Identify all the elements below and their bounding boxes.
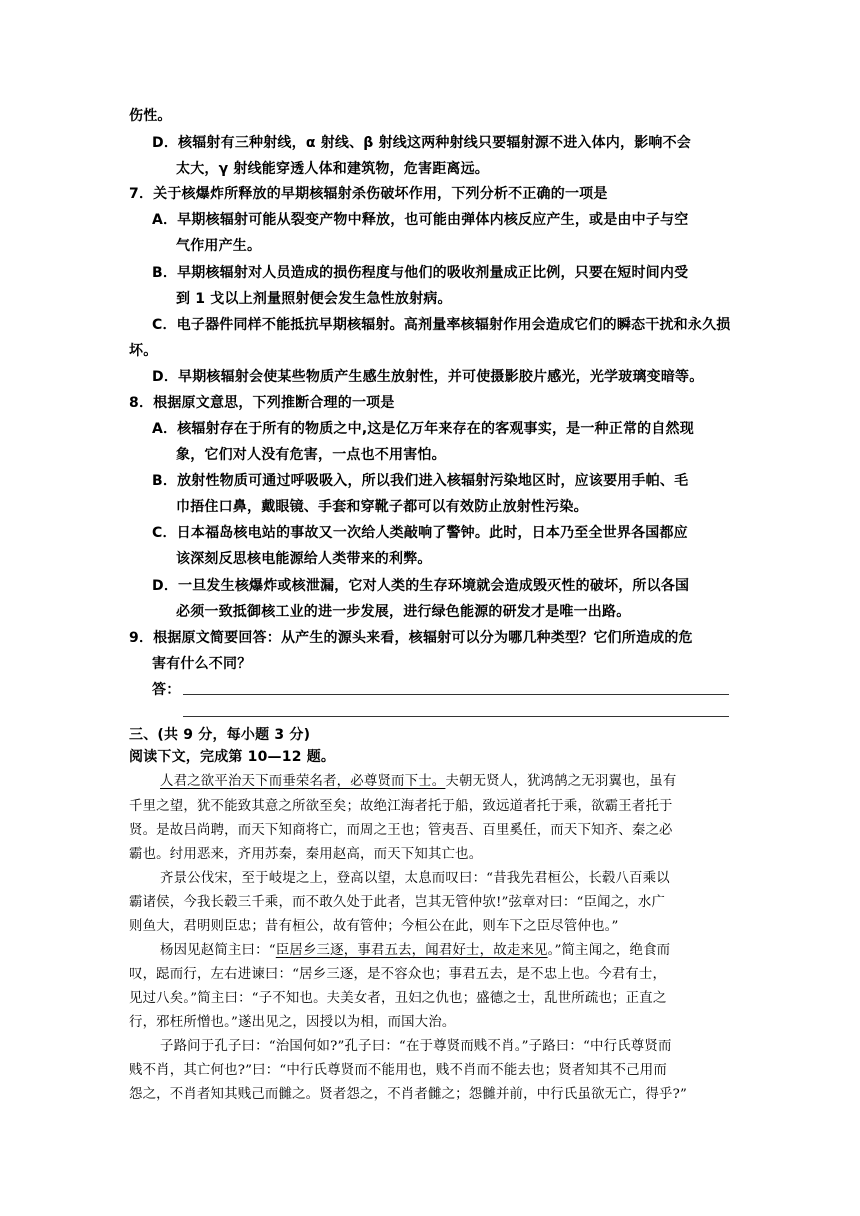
q7-option-c-line1: C．电子器件同样不能抵抗早期核辐射。高剂量率核辐射作用会造成它们的瞬态干扰和永久损 [152, 317, 731, 333]
section-instruction: 阅读下文，完成第 10—12 题。 [129, 749, 336, 765]
underlined-sentence: 人君之欲平治天下而垂荣名者，必尊贤而下士。 [160, 774, 446, 789]
q9-stem-line2: 害有什么不同？ [152, 656, 252, 672]
passage-p3-line1: 杨因见赵简主曰：“臣居乡三逐，事君五去，闻君好士，故走来见。”简主闻之，绝食而 [160, 943, 671, 958]
q8-stem: 8．根据原文意思，下列推断合理的一项是 [129, 395, 395, 411]
q8-option-d-line1: D．一旦发生核爆炸或核泄漏，它对人类的生存环境就会造成毁灭性的破坏，所以各国 [152, 578, 690, 594]
passage-p3-line2: 叹，跽而行，左右进谏曰：“居乡三逐，是不容众也；事君五去，是不忠上也。今君有士， [129, 967, 667, 982]
q6-continuation: 伤性。 [129, 108, 172, 124]
answer-label: 答： [152, 682, 181, 698]
answer-line-1[interactable] [183, 694, 729, 695]
q8-option-b-line1: B．放射性物质可通过呼吸吸入，所以我们进入核辐射污染地区时，应该要用手帕、毛 [152, 473, 689, 489]
q8-option-b-line2: 巾捂住口鼻，戴眼镜、手套和穿靴子都可以有效防止放射性污染。 [176, 499, 588, 515]
q7-stem: 7．关于核爆炸所释放的早期核辐射杀伤破坏作用，下列分析不正确的一项是 [129, 186, 608, 202]
answer-line-2[interactable] [183, 716, 729, 717]
passage-p4-line1: 子路问于孔子曰：“治国何如?”孔子曰：“在于尊贤而贱不肖。”子路曰：“中行氏尊贤而 [160, 1039, 672, 1054]
q8-option-c-line2: 该深刻反思核电能源给人类带来的利弊。 [176, 551, 432, 567]
passage-p1-line4: 霸也。纣用恶来，齐用苏秦，秦用赵高，而天下知其亡也。 [129, 847, 483, 862]
passage-p4-line3: 怨之，不肖者知其贱己而雠之。贤者怨之，不肖者雠之；怨雠并前，中行氏虽欲无亡，得乎?” [129, 1087, 688, 1102]
q6-option-d-line2: 太大，γ 射线能穿透人体和建筑物，危害距离远。 [176, 161, 490, 177]
underlined-sentence: 臣居乡三逐，事君五去，闻君好士，故走来见 [275, 943, 548, 958]
passage-p3-line4: 行，邪枉所憎也。”遂出见之，因授以为相，而国大治。 [129, 1015, 456, 1030]
q9-stem-line1: 9．根据原文简要回答：从产生的源头来看，核辐射可以分为哪几种类型？它们所造成的危 [129, 630, 693, 646]
q7-option-a-line2: 气作用产生。 [176, 238, 262, 254]
passage-p2-line3: 则鱼大，君明则臣忠；昔有桓公，故有管仲；今桓公在此，则车下之臣尽管仲也。” [129, 919, 619, 934]
passage-p4-line2: 贱不肖，其亡何也?”曰：“中行氏尊贤而不能用也，贱不肖而不能去也；贤者知其不己用而 [129, 1063, 667, 1078]
q8-option-a-line1: A．核辐射存在于所有的物质之中,这是亿万年来存在的客观事实，是一种正常的自然现 [152, 421, 694, 437]
passage-p2-line2: 霸诸侯，今我长毂三千乘，而不敢久处于此者，岂其无管仲欤!”弦章对曰：“臣闻之，水广 [129, 895, 666, 910]
q7-option-a-line1: A．早期核辐射可能从裂变产物中释放，也可能由弹体内核反应产生，或是由中子与空 [152, 212, 689, 228]
q8-option-d-line2: 必须一致抵御核工业的进一步发展，进行绿色能源的研发才是唯一出路。 [176, 604, 631, 620]
q7-option-c-line2: 坏。 [129, 343, 158, 359]
q6-option-d-line1: D．核辐射有三种射线，α 射线、β 射线这两种射线只要辐射源不进入体内，影响不会 [152, 135, 692, 151]
passage-p1-line3: 贤。是故吕尚聘，而天下知商将亡，而周之王也；管夷吾、百里奚任，而天下知齐、秦之必 [129, 823, 673, 838]
q8-option-c-line1: C．日本福岛核电站的事故又一次给人类敲响了警钟。此时，日本乃至全世界各国都应 [152, 525, 688, 541]
q7-option-b-line1: B．早期核辐射对人员造成的损伤程度与他们的吸收剂量成正比例，只要在短时间内受 [152, 265, 689, 281]
passage-p2-line1: 齐景公伐宋，至于岐堤之上，登高以望，太息而叹曰：“昔我先君桓公，长毂八百乘以 [160, 871, 670, 886]
passage-p1-line1: 人君之欲平治天下而垂荣名者，必尊贤而下士。夫朝无贤人，犹鸿鹄之无羽翼也，虽有 [160, 774, 677, 789]
q8-option-a-line2: 象，它们对人没有危害，一点也不用害怕。 [176, 447, 446, 463]
q7-option-d: D．早期核辐射会使某些物质产生感生放射性，并可使摄影胶片感光，光学玻璃变暗等。 [152, 369, 704, 385]
q7-option-b-line2: 到 1 戈以上剂量照射便会发生急性放射病。 [176, 291, 452, 307]
passage-p3-line3: 见过八矣。”简主曰：“子不知也。夫美女者，丑妇之仇也；盛德之士，乱世所疏也；正直之 [129, 991, 667, 1006]
passage-p1-line2: 千里之望，犹不能致其意之所欲至矣；故绝江海者托于船，致远道者托于乘，欲霸王者托于 [129, 799, 673, 814]
section-heading: 三、(共 9 分，每小题 3 分) [129, 727, 311, 743]
